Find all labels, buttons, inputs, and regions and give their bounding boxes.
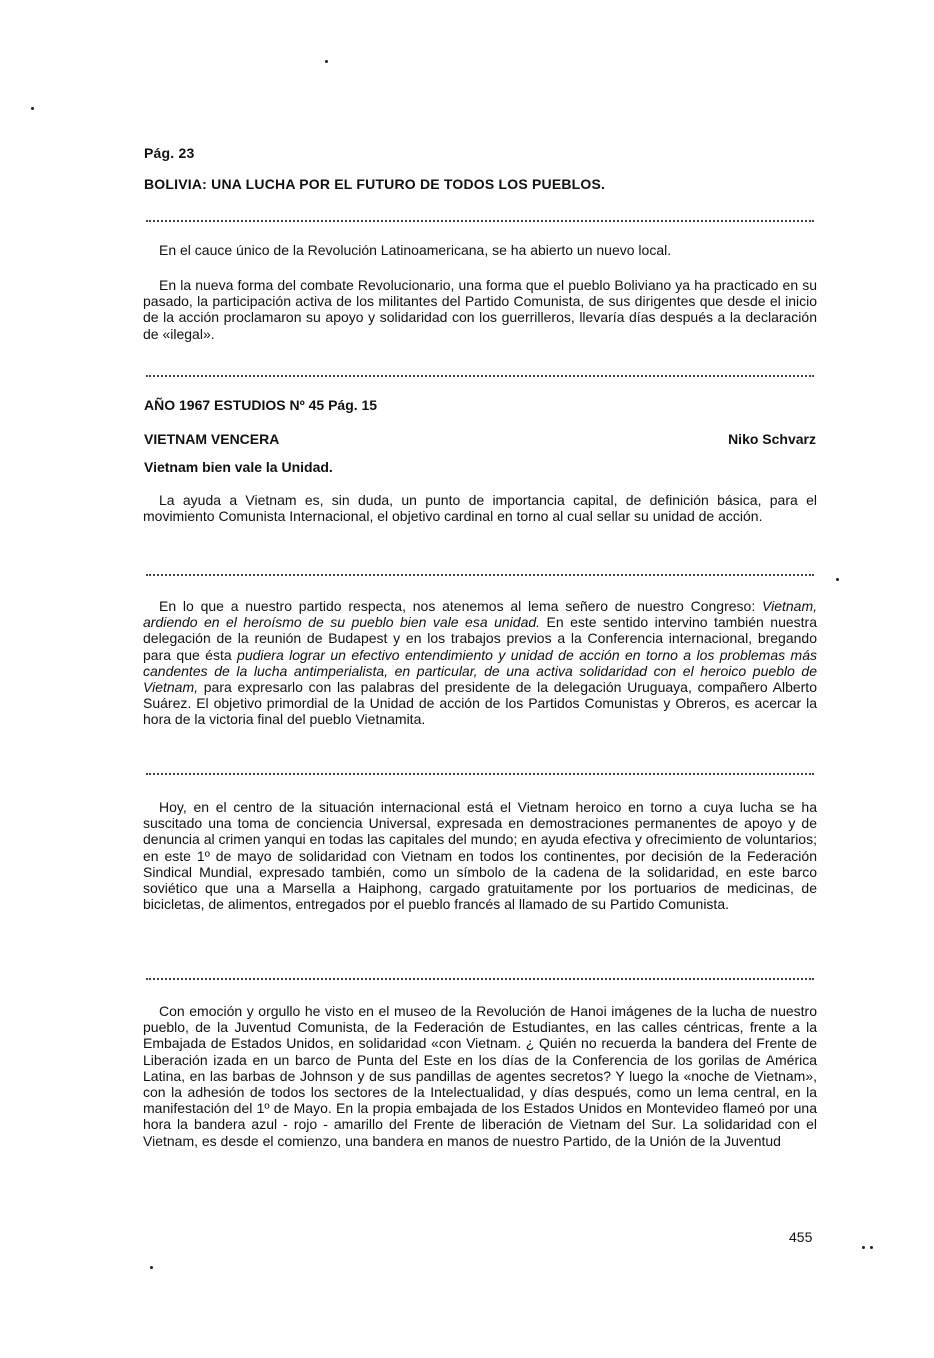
estudios-paragraph-1: La ayuda a Vietnam es, sin duda, un punto de importancia capital, de definición básica, para el movimiento Comunista Internacional, el objetivo cardinal en torno al cual sellar su unidad de acción. [143, 492, 817, 525]
scan-speck [862, 1246, 865, 1249]
estudios-paragraph-4: Con emoción y orgullo he visto en el museo de la Revolución de Hanoi imágenes de la lucha de nuestro pueblo, de la Juventud Comunista, de la Federación de Estudiantes, en las calles céntricas, frente a la Embajada de Estados Unidos, en solidaridad «con Vietnam. ¿ Quién no recuerda la bandera del Frente de Liberación izada en un barco de Punta del Este en los días de la Conferencia de los gorilas de América Latina, en las barbas de Johnson y de sus pandillas de agentes secretos? Y luego la «noche de Vietnam», con la adhesión de todos los sectores de la Intelectualidad, y días después, como un lema central, en la manifestación del 1º de Mayo. En la propia embajada de los Estados Unidos en Montevideo flameó por una hora la bandera azul - rojo - amarillo del Frente de liberación de Vietnam del Sur. La solidaridad con el Vietnam, es desde el comienzo, una bandera en manos de nuestro Partido, de la Unión de la Juventud [143, 1003, 817, 1149]
dotted-divider [146, 773, 814, 775]
dotted-divider [146, 220, 814, 222]
bolivia-paragraph-2: En la nueva forma del combate Revolucionario, una forma que el pueblo Boliviano ya ha practicado en su pasado, la participación activa de los militantes del Partido Comunista, de sus dirigentes que desde el inicio de la acción proclamaron su apoyo y solidaridad con los guerrilleros, llevaría días después a la declaración de «ilegal». [143, 277, 817, 342]
article-author: Niko Schvarz [728, 431, 816, 447]
article-title: VIETNAM VENCERA [144, 431, 280, 447]
section-title: BOLIVIA: UNA LUCHA POR EL FUTURO DE TODOS LOS PUEBLOS. [144, 176, 606, 192]
scan-speck [836, 578, 839, 581]
dotted-divider [146, 978, 814, 980]
page-reference: Pág. 23 [144, 145, 195, 161]
quoted-motto: Vietnam, ardiendo en el heroísmo de su pueblo bien vale esa unidad. [143, 598, 817, 631]
dotted-divider [146, 574, 814, 576]
scan-speck [150, 1266, 153, 1269]
paragraph-text: En lo que a nuestro partido respecta, nos atenemos al lema señero de nuestro Congreso: [159, 598, 762, 614]
source-line: AÑO 1967 ESTUDIOS Nº 45 Pág. 15 [144, 397, 378, 413]
bolivia-paragraph-1: En el cauce único de la Revolución Latinoamericana, se ha abierto un nuevo local. [159, 242, 672, 258]
scan-speck [31, 107, 34, 110]
paragraph-text: En este sentido intervino también nuestra delegación de la reunión de Budapest y en los trabajos previos a la Conferencia internacional, bregando para que ésta [143, 614, 817, 663]
estudios-paragraph-3: Hoy, en el centro de la situación internacional está el Vietnam heroico en torno a cuya lucha se ha suscitado una toma de conciencia Universal, expresada en demostraciones permanentes de apoyo y de denuncia al crimen yanqui en todas las capitales del mundo; en ayuda efectiva y ofrecimiento de voluntarios; en este 1º de mayo de solidaridad con Vietnam en todos los continentes, por decisión de la Federación Sindical Mundial, expresado también, como un símbolo de la cadena de la solidaridad, en este barco soviético que una a Marsella a Haiphong, cargado gratuitamente por los portuarios de medicinas, de bicicletas, de alimentos, entregados por el pueblo francés al llamado de su Partido Comunista. [143, 799, 817, 913]
scan-speck [870, 1246, 873, 1249]
page-number: 455 [789, 1229, 813, 1245]
estudios-paragraph-2 [143, 598, 817, 728]
paragraph-text: para expresarlo con las palabras del presidente de la delegación Uruguaya, compañero Alberto Suárez. El objetivo primordial de la Unidad de acción de los Partidos Comunistas y Obreros, es acercar la hora de la victoria final del pueblo Vietnamita. [143, 679, 817, 728]
quoted-conference-goal: pudiera lograr un efectivo entendimiento y unidad de acción en torno a los problemas más candentes de la lucha antimperialista, en particular, de una activa solidaridad con el heroico pueblo de Vietnam, [143, 646, 817, 696]
scan-speck [325, 60, 328, 63]
dotted-divider [146, 375, 814, 377]
article-subtitle: Vietnam bien vale la Unidad. [144, 459, 333, 475]
